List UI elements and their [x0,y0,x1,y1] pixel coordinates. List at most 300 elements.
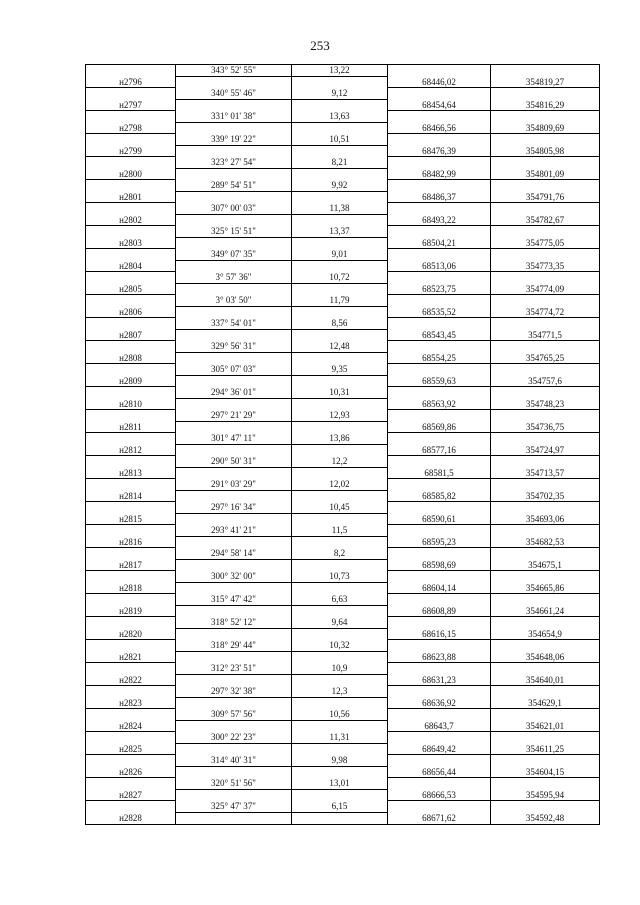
x-coordinate-cell [388,709,491,721]
length-cell: 10,72 [292,272,388,284]
point-row [86,169,599,181]
y-coordinate-cell: 354595,94 [491,790,599,802]
point-name-cell [86,65,176,77]
x-coordinate-cell: 68581,5 [388,468,491,480]
segment-row [86,226,599,238]
segment-row [86,732,599,744]
direction-angle-cell: 349° 07' 35" [176,249,292,261]
direction-angle-cell: 307° 00' 03" [176,203,292,215]
point-row [86,215,599,227]
point-name-cell: н2828 [86,813,176,825]
segment-row [86,456,599,468]
direction-angle-cell [176,77,292,89]
direction-angle-cell [176,353,292,365]
segment-row [86,364,599,376]
length-cell [292,330,388,342]
y-coordinate-cell: 354611,25 [491,744,599,756]
point-name-cell [86,272,176,284]
point-name-cell [86,778,176,790]
segment-row [86,410,599,422]
point-name-cell [86,387,176,399]
length-cell [292,721,388,733]
x-coordinate-cell: 68608,89 [388,606,491,618]
point-name-cell [86,88,176,100]
direction-angle-cell [176,146,292,158]
length-cell: 8,56 [292,318,388,330]
segment-row [86,387,599,399]
segment-row [86,341,599,353]
y-coordinate-cell: 354809,69 [491,123,599,135]
direction-angle-cell [176,123,292,135]
y-coordinate-cell [491,709,599,721]
direction-angle-cell: 329° 56' 31" [176,341,292,353]
segment-row [86,640,599,652]
direction-angle-cell [176,445,292,457]
y-coordinate-cell: 354774,09 [491,284,599,296]
point-row [86,77,599,89]
direction-angle-cell [176,652,292,664]
segment-row [86,571,599,583]
x-coordinate-cell [388,180,491,192]
y-coordinate-cell: 354592,48 [525,812,565,823]
x-coordinate-cell [388,663,491,675]
length-cell: 10,9 [292,663,388,675]
direction-angle-cell [176,721,292,733]
segment-row [86,433,599,445]
page-number: 253 [310,38,330,53]
x-coordinate-cell [388,502,491,514]
length-cell: 10,32 [292,640,388,652]
point-name-cell [86,111,176,123]
length-cell [292,215,388,227]
point-name-cell: н2801 [86,192,176,204]
x-coordinate-cell [388,548,491,560]
point-name-cell: н2811 [86,422,176,434]
direction-angle-cell [176,583,292,595]
length-cell [292,284,388,296]
point-row [86,491,599,503]
length-cell: 10,31 [292,387,388,399]
point-name-cell [86,502,176,514]
point-name-cell [86,341,176,353]
x-coordinate-cell: 68569,86 [388,422,491,434]
y-coordinate-cell [491,525,599,537]
x-coordinate-cell [388,456,491,468]
length-cell [292,767,388,779]
direction-angle-cell [176,468,292,480]
segment-row [86,755,599,767]
y-coordinate-cell [491,341,599,353]
point-name-cell: н2807 [86,330,176,342]
x-coordinate-cell: 68649,42 [388,744,491,756]
length-cell [292,813,388,825]
direction-angle-cell [176,330,292,342]
x-coordinate-cell: 68604,14 [388,583,491,595]
x-coordinate-cell [388,433,491,445]
point-name-cell [86,249,176,261]
segment-row [86,801,599,813]
direction-angle-cell [176,100,292,112]
y-coordinate-cell [491,111,599,123]
y-coordinate-cell [491,203,599,215]
x-coordinate-cell [388,341,491,353]
x-coordinate-cell: 68563,92 [388,399,491,411]
y-coordinate-cell: 354682,53 [491,537,599,549]
coordinates-table [85,64,600,825]
direction-angle-cell: 325° 15' 51" [176,226,292,238]
direction-angle-cell: 297° 32' 38" [176,686,292,698]
direction-angle-cell: 3° 57' 36" [176,272,292,284]
direction-angle-cell: 340° 55' 46" [176,88,292,100]
x-coordinate-cell: 68466,56 [388,123,491,135]
length-cell: 11,38 [292,203,388,215]
y-coordinate-cell: 354771,5 [491,330,599,342]
direction-angle-cell: 323° 27' 54" [176,157,292,169]
point-name-cell [86,295,176,307]
length-cell [292,606,388,618]
direction-angle-cell [176,307,292,319]
segment-row [86,65,599,77]
x-coordinate-cell [388,272,491,284]
point-row [86,790,599,802]
point-row [86,238,599,250]
point-name-cell [86,525,176,537]
point-name-cell: н2810 [86,399,176,411]
point-row [86,146,599,158]
point-name-cell: н2797 [86,100,176,112]
length-cell [292,445,388,457]
length-cell: 9,12 [292,88,388,100]
y-coordinate-cell [491,88,599,100]
point-name-cell: н2826 [86,767,176,779]
y-coordinate-cell [491,433,599,445]
x-coordinate-cell: 68535,52 [388,307,491,319]
direction-angle-cell: 301° 47' 11" [176,433,292,445]
point-row [86,537,599,549]
x-coordinate-cell [388,686,491,698]
point-name-cell: н2805 [86,284,176,296]
x-coordinate-cell [388,801,491,813]
point-name-cell: н2827 [86,790,176,802]
y-coordinate-cell: 354702,35 [491,491,599,503]
length-cell [292,376,388,388]
direction-angle-cell [176,169,292,181]
direction-angle-cell: 325° 47' 37" [176,801,292,813]
segment-row [86,778,599,790]
point-row [86,284,599,296]
length-cell [292,468,388,480]
direction-angle-cell: 297° 21' 29" [176,410,292,422]
point-name-cell: н2813 [86,468,176,480]
x-coordinate-cell: 68523,75 [388,284,491,296]
y-coordinate-cell [491,502,599,514]
point-row [86,307,599,319]
point-row [86,514,599,526]
length-cell: 13,63 [292,111,388,123]
y-coordinate-cell [491,134,599,146]
segment-row [86,594,599,606]
y-coordinate-cell [491,594,599,606]
point-row [86,192,599,204]
direction-angle-cell [176,790,292,802]
direction-angle-cell: 290° 50' 31" [176,456,292,468]
y-coordinate-cell: 354713,57 [491,468,599,480]
segment-row [86,686,599,698]
direction-angle-cell [176,215,292,227]
point-row [86,721,599,733]
length-cell: 13,22 [292,65,388,77]
segment-row [86,479,599,491]
point-name-cell: н2803 [86,238,176,250]
direction-angle-cell [176,399,292,411]
y-coordinate-cell: 354775,05 [491,238,599,250]
x-coordinate-cell [388,640,491,652]
point-name-cell [86,594,176,606]
point-row [86,330,599,342]
segment-row [86,295,599,307]
length-cell: 12,2 [292,456,388,468]
direction-angle-cell [176,606,292,618]
y-coordinate-cell: 354816,29 [491,100,599,112]
direction-angle-cell [176,537,292,549]
direction-angle-cell [176,192,292,204]
segment-row [86,502,599,514]
x-coordinate-cell [388,525,491,537]
length-cell [292,146,388,158]
point-name-cell [86,709,176,721]
y-coordinate-cell [491,686,599,698]
y-coordinate-cell: 354665,86 [491,583,599,595]
x-coordinate-cell: 68636,92 [388,698,491,710]
point-row [86,652,599,664]
direction-angle-cell: 312° 23' 51" [176,663,292,675]
length-cell: 6,15 [292,801,388,813]
point-name-cell: н2800 [86,169,176,181]
y-coordinate-cell: 354661,24 [491,606,599,618]
point-name-cell [86,617,176,629]
x-coordinate-cell: 68577,16 [388,445,491,457]
point-row [86,399,599,411]
point-name-cell [86,686,176,698]
length-cell [292,583,388,595]
x-coordinate-cell: 68482,99 [388,169,491,181]
direction-angle-cell: 314° 40' 31" [176,755,292,767]
y-coordinate-cell: 354748,23 [491,399,599,411]
y-coordinate-cell: 354604,15 [491,767,599,779]
segment-row [86,111,599,123]
direction-angle-cell: 297° 16' 34" [176,502,292,514]
length-cell [292,100,388,112]
y-coordinate-cell: 354654,9 [491,629,599,641]
y-coordinate-cell [491,456,599,468]
y-coordinate-cell: 354801,09 [491,169,599,181]
point-name-cell: н2798 [86,123,176,135]
length-cell [292,261,388,273]
direction-angle-cell: 318° 29' 44" [176,640,292,652]
y-coordinate-cell [491,157,599,169]
point-row [86,583,599,595]
y-coordinate-cell: 354640,01 [491,675,599,687]
point-row [86,376,599,388]
y-coordinate-cell: 354819,27 [491,77,599,89]
length-cell: 10,56 [292,709,388,721]
length-cell: 6,63 [292,594,388,606]
y-coordinate-cell [491,249,599,261]
x-coordinate-cell [388,778,491,790]
point-name-cell: н2824 [86,721,176,733]
point-name-cell: н2806 [86,307,176,319]
length-cell: 11,5 [292,525,388,537]
x-coordinate-cell [388,157,491,169]
length-cell: 11,79 [292,295,388,307]
point-name-cell: н2814 [86,491,176,503]
y-coordinate-cell: 354805,98 [491,146,599,158]
length-cell [292,744,388,756]
y-coordinate-cell [491,778,599,790]
x-coordinate-cell: 68504,21 [388,238,491,250]
y-coordinate-cell: 354648,06 [491,652,599,664]
x-coordinate-cell: 68623,88 [388,652,491,664]
segment-row [86,548,599,560]
direction-angle-cell [176,284,292,296]
y-coordinate-cell: 354774,72 [491,307,599,319]
x-coordinate-cell [388,755,491,767]
segment-row [86,272,599,284]
x-coordinate-cell: 68554,25 [388,353,491,365]
length-cell: 11,31 [292,732,388,744]
x-coordinate-cell [388,364,491,376]
point-name-cell [86,801,176,813]
direction-angle-cell: 337° 54' 01" [176,318,292,330]
length-cell [292,123,388,135]
x-coordinate-cell [388,594,491,606]
direction-angle-cell [176,698,292,710]
length-cell: 8,2 [292,548,388,560]
y-coordinate-cell [491,548,599,560]
point-name-cell: н2815 [86,514,176,526]
x-coordinate-cell [388,88,491,100]
x-coordinate-cell [388,226,491,238]
point-row [86,353,599,365]
y-coordinate-cell: 354693,06 [491,514,599,526]
length-cell: 12,02 [292,479,388,491]
length-cell [292,307,388,319]
length-cell: 9,35 [292,364,388,376]
y-coordinate-cell: 354736,75 [491,422,599,434]
length-cell: 12,3 [292,686,388,698]
length-cell [292,422,388,434]
length-cell [292,491,388,503]
y-coordinate-cell [491,617,599,629]
y-coordinate-cell [491,755,599,767]
point-name-cell [86,548,176,560]
x-coordinate-cell [388,732,491,744]
direction-angle-cell: 305° 07' 03" [176,364,292,376]
point-row [86,468,599,480]
direction-angle-cell [176,514,292,526]
point-name-cell [86,479,176,491]
direction-angle-cell: 289° 54' 51" [176,180,292,192]
direction-angle-cell: 293° 41' 21" [176,525,292,537]
y-coordinate-cell: 354782,67 [491,215,599,227]
length-cell [292,192,388,204]
point-name-cell: н2818 [86,583,176,595]
point-row [86,123,599,135]
direction-angle-cell [176,376,292,388]
x-coordinate-cell: 68559,63 [388,376,491,388]
y-coordinate-cell: 354724,97 [491,445,599,457]
point-row [86,744,599,756]
length-cell: 9,92 [292,180,388,192]
direction-angle-cell: 318° 52' 12" [176,617,292,629]
x-coordinate-cell [388,387,491,399]
x-coordinate-cell: 68656,44 [388,767,491,779]
segment-row [86,249,599,261]
y-coordinate-cell: 354791,76 [491,192,599,204]
segment-row [86,157,599,169]
x-coordinate-cell [388,111,491,123]
x-coordinate-cell: 68631,23 [388,675,491,687]
length-cell [292,629,388,641]
length-cell [292,675,388,687]
y-coordinate-cell [491,801,599,813]
point-name-cell [86,180,176,192]
point-name-cell [86,364,176,376]
length-cell: 9,64 [292,617,388,629]
x-coordinate-cell: 68671,62 [388,813,491,825]
x-coordinate-cell: 68595,23 [388,537,491,549]
length-cell: 13,01 [292,778,388,790]
direction-angle-cell [176,813,292,825]
y-coordinate-cell: 354765,25 [491,353,599,365]
length-cell [292,537,388,549]
direction-angle-cell [176,491,292,503]
x-coordinate-cell [388,617,491,629]
direction-angle-cell: 339° 19' 22" [176,134,292,146]
length-cell: 8,21 [292,157,388,169]
length-cell: 10,73 [292,571,388,583]
y-coordinate-cell [491,226,599,238]
point-name-cell: н2819 [86,606,176,618]
x-coordinate-cell: 68616,15 [388,629,491,641]
length-cell [292,514,388,526]
y-coordinate-cell: 354773,35 [491,261,599,273]
segment-row [86,180,599,192]
segment-row [86,88,599,100]
length-cell [292,238,388,250]
y-coordinate-cell [491,65,599,77]
point-name-cell [86,456,176,468]
point-name-cell [86,663,176,675]
point-name-cell: н2821 [86,652,176,664]
point-row [86,560,599,572]
point-row [86,445,599,457]
point-row [86,813,599,825]
y-coordinate-cell [491,387,599,399]
direction-angle-cell: 294° 58' 14" [176,548,292,560]
length-cell [292,698,388,710]
point-name-cell [86,157,176,169]
x-coordinate-cell [388,249,491,261]
point-name-cell: н2816 [86,537,176,549]
direction-angle-cell [176,261,292,273]
y-coordinate-cell: 354621,01 [491,721,599,733]
point-name-cell: н2808 [86,353,176,365]
y-coordinate-cell [491,410,599,422]
x-coordinate-cell [388,65,491,77]
point-row [86,767,599,779]
point-name-cell [86,732,176,744]
